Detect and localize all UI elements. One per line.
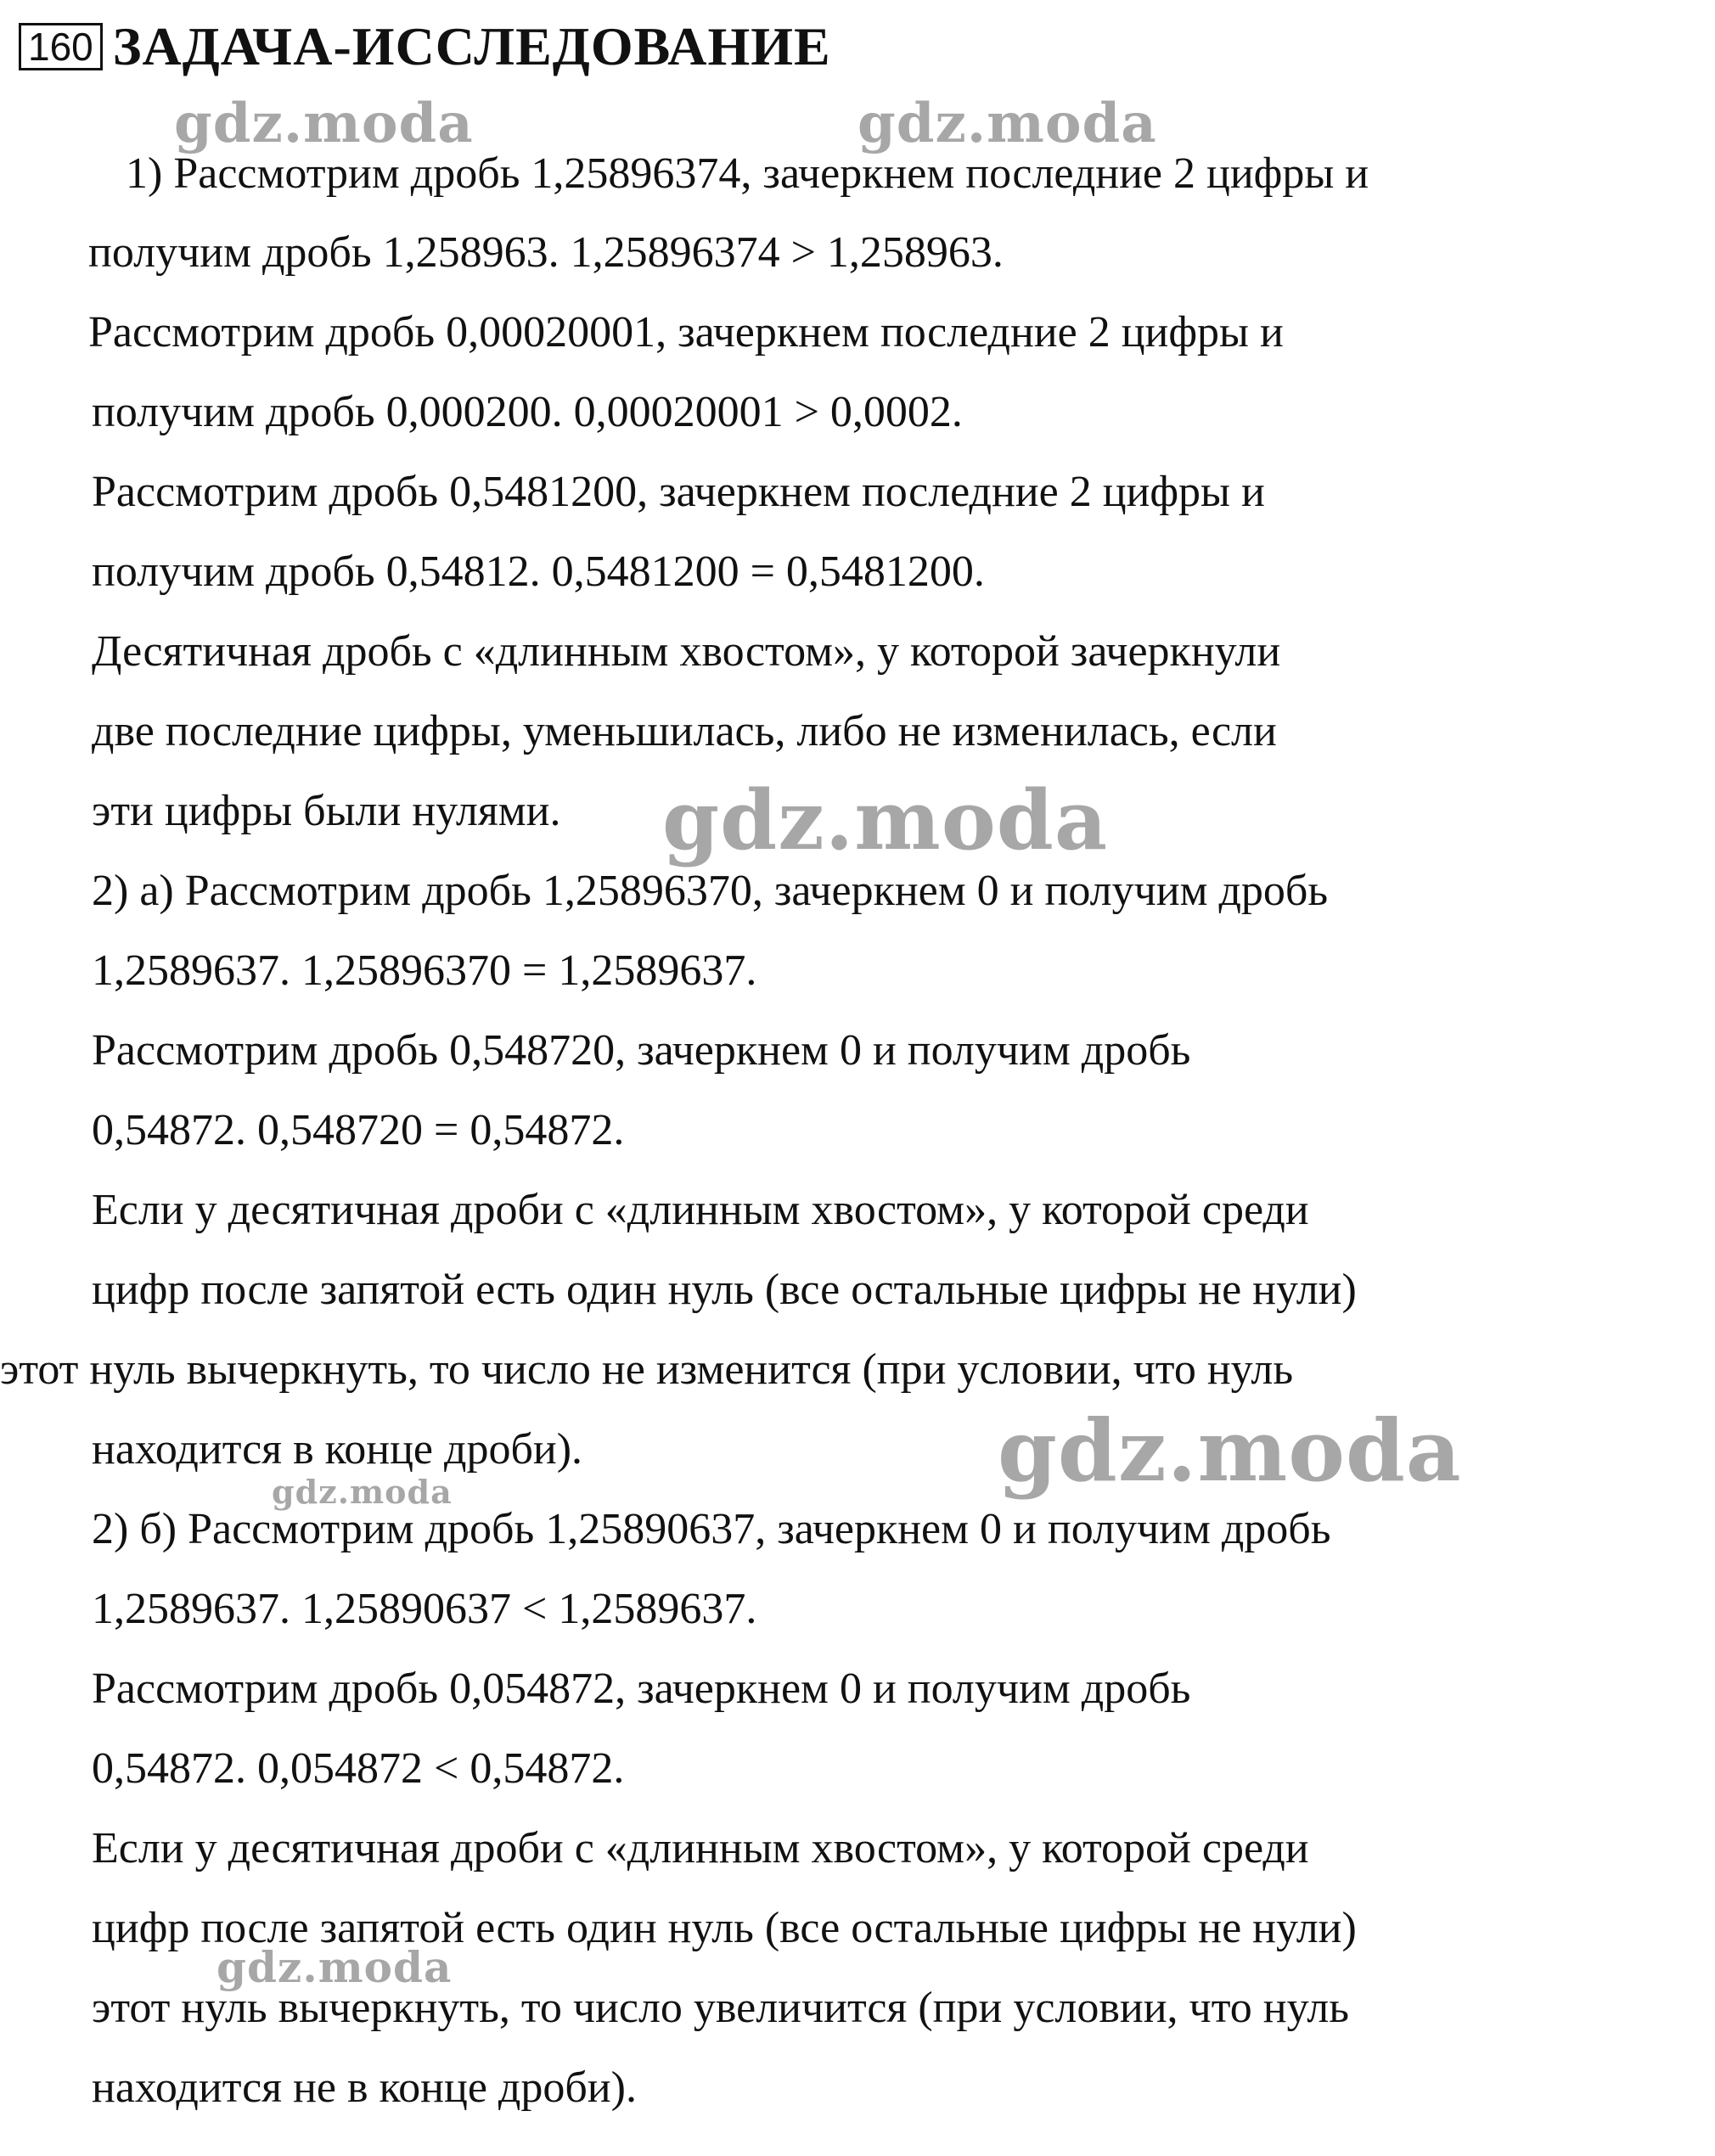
text-line: 0,54872. 0,548720 = 0,54872. xyxy=(92,1106,625,1154)
text-line: цифр после запятой есть один нуль (все остальные цифры не нули) xyxy=(92,1904,1357,1952)
text-line: Рассмотрим дробь 0,00020001, зачеркнем последние 2 цифры и xyxy=(88,308,1284,357)
text-line: этот нуль вычеркнуть, то число увеличится (при условии, что нуль xyxy=(92,1984,1349,2032)
text-line: Рассмотрим дробь 0,548720, зачеркнем 0 и получим дробь xyxy=(92,1026,1191,1075)
text-line: эти цифры были нулями. xyxy=(92,787,561,835)
text-line: получим дробь 1,258963. 1,25896374 > 1,258963. xyxy=(88,228,1004,277)
text-line: 1,2589637. 1,25896370 = 1,2589637. xyxy=(92,946,757,995)
watermark: gdz.moda xyxy=(174,92,474,155)
watermark: gdz.moda xyxy=(216,1942,453,1992)
watermark: gdz.moda xyxy=(662,772,1109,868)
problem-title: ЗАДАЧА-ИССЛЕДОВАНИЕ xyxy=(112,16,831,76)
text-line: Рассмотрим дробь 0,5481200, зачеркнем последние 2 цифры и xyxy=(92,468,1265,516)
watermark: gdz.moda xyxy=(858,92,1157,155)
text-line: получим дробь 0,000200. 0,00020001 > 0,0002. xyxy=(92,388,963,436)
text-line: находится в конце дроби). xyxy=(92,1425,583,1474)
text-line: этот нуль вычеркнуть, то число не изменится (при условии, что нуль xyxy=(0,1345,1294,1394)
text-line: две последние цифры, уменьшилась, либо не изменилась, если xyxy=(92,707,1277,755)
text-line: 1,2589637. 1,25890637 < 1,2589637. xyxy=(92,1585,757,1633)
text-line: цифр после запятой есть один нуль (все остальные цифры не нули) xyxy=(92,1266,1357,1314)
text-line: 1) Рассмотрим дробь 1,25896374, зачеркнем последние 2 цифры и xyxy=(126,149,1369,198)
watermark: gdz.moda xyxy=(998,1401,1462,1501)
text-line: Если у десятичная дроби с «длинным хвостом», у которой среди xyxy=(92,1186,1309,1234)
watermark: gdz.moda xyxy=(272,1473,453,1511)
text-line: 0,54872. 0,054872 < 0,54872. xyxy=(92,1744,625,1793)
text-line: 2) б) Рассмотрим дробь 1,25890637, зачеркнем 0 и получим дробь xyxy=(92,1505,1331,1553)
problem-number: 160 xyxy=(19,23,103,70)
text-line: находится не в конце дроби). xyxy=(92,2063,637,2112)
text-line: Рассмотрим дробь 0,054872, зачеркнем 0 и получим дробь xyxy=(92,1665,1191,1713)
text-line: получим дробь 0,54812. 0,5481200 = 0,5481200. xyxy=(92,547,985,596)
text-line: Если у десятичная дроби с «длинным хвостом», у которой среди xyxy=(92,1824,1309,1872)
problem-header xyxy=(19,15,831,78)
text-line: Десятичная дробь с «длинным хвостом», у которой зачеркнули xyxy=(92,627,1281,676)
text-line: 2) а) Рассмотрим дробь 1,25896370, зачеркнем 0 и получим дробь xyxy=(92,867,1329,915)
